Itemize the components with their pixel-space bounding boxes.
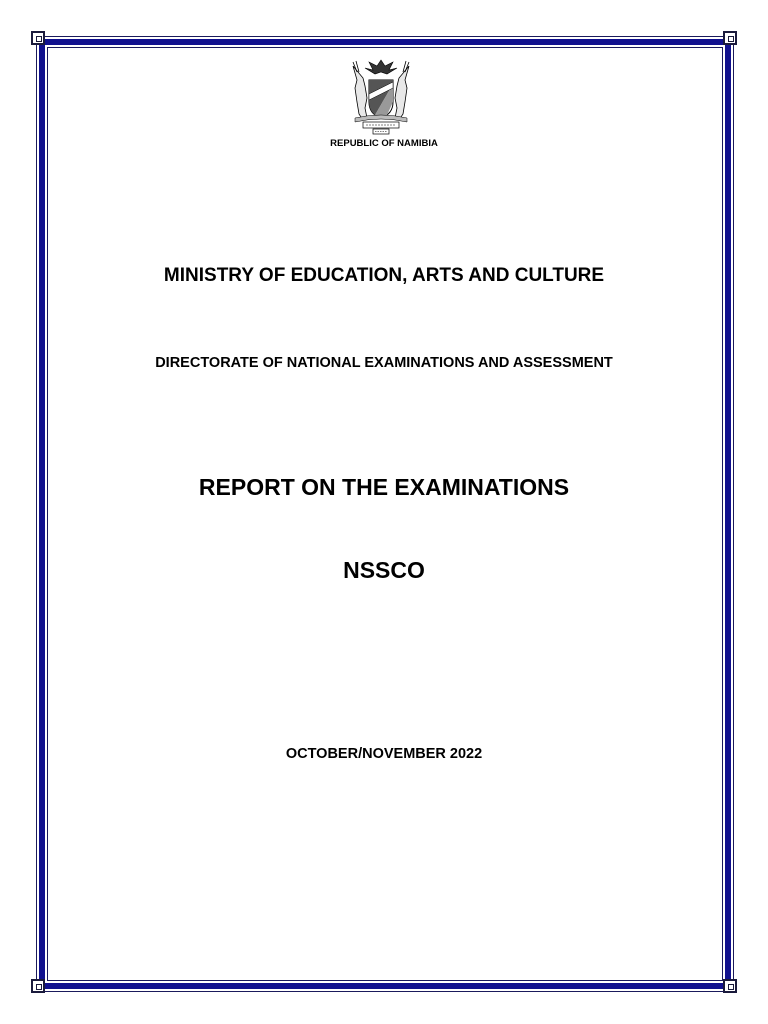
qualification-title: NSSCO (343, 557, 425, 583)
country-name: REPUBLIC OF NAMIBIA (330, 138, 438, 149)
border-corner-bottom-right (723, 979, 737, 993)
directorate-name: DIRECTORATE OF NATIONAL EXAMINATIONS AND ASSESSMENT (155, 355, 613, 371)
namibia-coat-of-arms-icon (345, 58, 417, 136)
border-corner-top-left (31, 31, 45, 45)
ministry-name: MINISTRY OF EDUCATION, ARTS AND CULTURE (163, 265, 605, 286)
page-border-inner (47, 47, 723, 981)
border-corner-top-right (723, 31, 737, 45)
report-title: REPORT ON THE EXAMINATIONS (198, 474, 570, 500)
border-corner-bottom-left (31, 979, 45, 993)
exam-session-date: OCTOBER/NOVEMBER 2022 (285, 746, 483, 762)
